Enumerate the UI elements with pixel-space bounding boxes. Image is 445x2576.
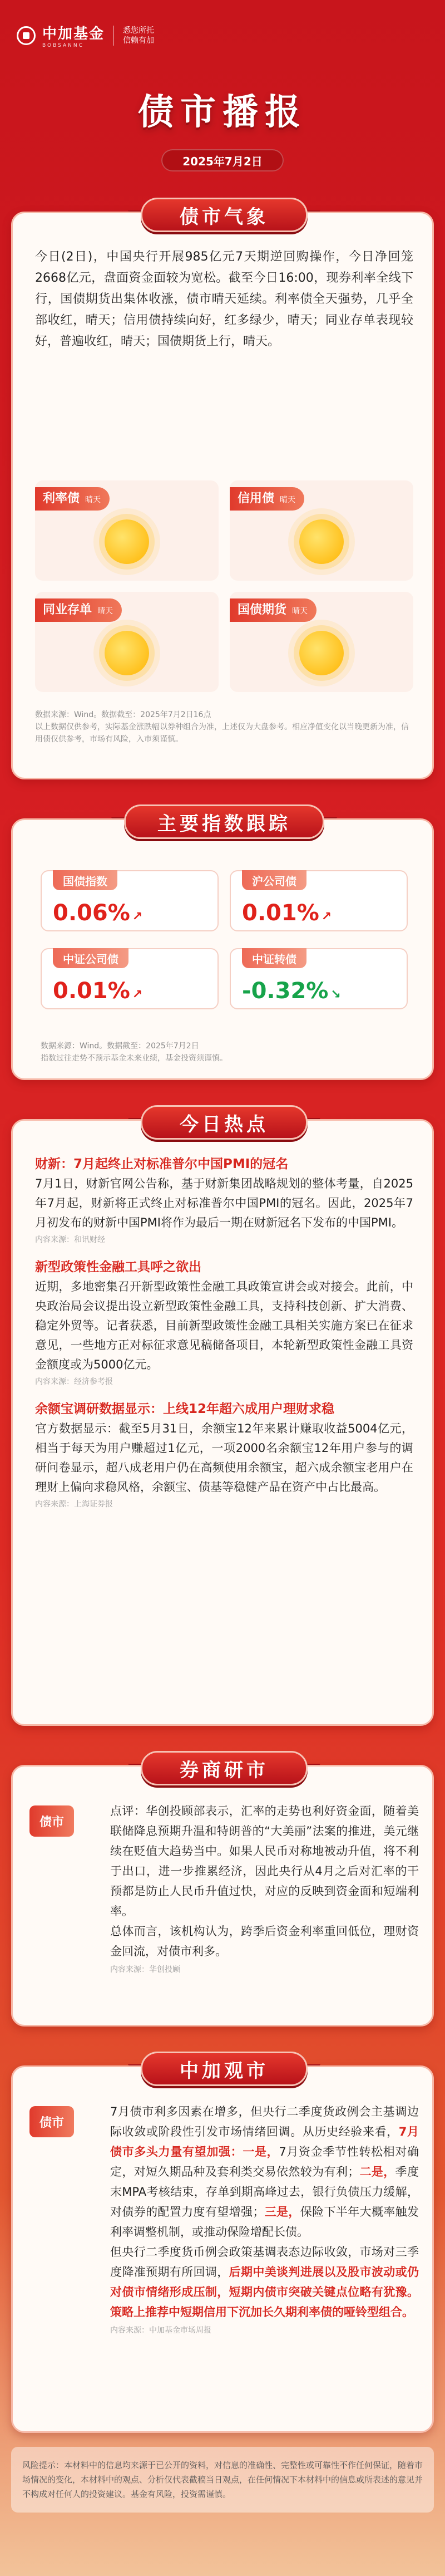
- index-value-text: 0.01%: [242, 900, 319, 926]
- weather-card: [11, 205, 434, 779]
- weather-tab: [230, 487, 304, 511]
- weather-tab: [35, 487, 110, 511]
- text-run: 7月债市利多因素在增多，但央行二季度货政例会主基调边际收敛或阶段性引发市场情绪回调。从历史经验来看，: [110, 2105, 419, 2138]
- index-name: 沪公司债: [242, 870, 306, 890]
- arrow-down-icon: ↘: [330, 988, 341, 1002]
- zhongjia-paragraph: [110, 2102, 419, 2242]
- news-source: 内容来源：华创投顾: [110, 1965, 180, 1974]
- text-run: 季度末MPA考核结束，存单到期高峰过去，银行负债压力缓解，对债券的配置力度有望增强；: [110, 2165, 419, 2219]
- index-grid: [41, 870, 408, 1009]
- slogan-line: 信赖有加: [123, 36, 155, 45]
- weather-tile-state: 晴天: [85, 495, 101, 504]
- disclaimer: 以上数据仅供参考，实际基金涨跌幅以券种组合为准，上述仅为大盘参考。相应净值变化以当晚更新为准，信用债仅供参考，市场有风险，入市须谨慎。: [35, 723, 409, 744]
- brand-logo: [17, 22, 154, 48]
- index-value-text: -0.32%: [242, 978, 329, 1004]
- weather-tile: [230, 480, 413, 581]
- weather-tile-state: 晴天: [280, 495, 296, 504]
- sun-icon: [299, 519, 344, 564]
- category-label: 债市: [29, 2106, 74, 2137]
- index-value: [53, 900, 142, 926]
- data-source: 数据来源：Wind。数据截至：2025年7月2日: [41, 1042, 199, 1051]
- weather-tile-state: 晴天: [292, 607, 308, 616]
- news-title: 新型政策性金融工具呼之欲出: [35, 1260, 201, 1274]
- sun-icon: [105, 631, 149, 675]
- date-badge: 2025年7月2日: [161, 149, 284, 171]
- weather-tile: [35, 592, 219, 692]
- weather-tile: [35, 480, 219, 581]
- index-name: 中证转债: [242, 948, 306, 968]
- index-name: 国债指数: [53, 870, 117, 890]
- text-run: 保险下半年大概率触发利率调整机制，或推动保险增配长债。: [110, 2205, 419, 2239]
- zhongjia-card: [11, 2059, 434, 2433]
- highlight-text: 后期中美谈判进展以及股市波动或仍对债市情绪形成压制，短期内债市突破关键点位略有犹豫。策略上推荐中短期信用下沉加长久期利率债的哑铃型组合。: [110, 2265, 419, 2319]
- logo-mark-icon: [17, 26, 36, 45]
- sun-icon: [299, 631, 344, 675]
- news-source: 内容来源：和讯财经: [35, 1235, 105, 1244]
- text-run: 7月资金季节性转松相对确定，对短久期品种及套利类交易依然较为有利；: [110, 2145, 419, 2178]
- index-tile: [41, 948, 219, 1009]
- news-title: 财新：7月起终止对标准普尔中国PMI的冠名: [35, 1157, 289, 1171]
- news-source: 内容来源：中加基金市场周报: [110, 2326, 211, 2335]
- section-heading: 主要指数跟踪: [124, 804, 324, 839]
- header: [0, 0, 445, 167]
- zhongjia-paragraph: [110, 2242, 419, 2322]
- news-source: 内容来源：经济参考报: [35, 1377, 113, 1386]
- index-tile: [230, 870, 408, 931]
- broker-paragraph: 总体而言，该机构认为，跨季后资金利率重回低位，理财资金回流，对债市利多。: [110, 1925, 419, 1958]
- news-body: 7月1日，财新官网公告称，基于财新集团战略规划的整体考量，自2025年7月起，财新将正式终止对标准普尔中国PMI的冠名。因此，2025年7月初发布的财新中国PMI将作为最后一期在财新冠名下发布的中国PMI。: [35, 1177, 413, 1229]
- weather-grid: [35, 480, 413, 692]
- index-name: 中证公司债: [53, 948, 128, 968]
- index-footnote: [41, 1040, 408, 1064]
- weather-footnote: [35, 709, 413, 745]
- broker-text: [110, 1801, 419, 1975]
- index-value: [53, 978, 142, 1004]
- index-value-text: 0.06%: [53, 900, 130, 926]
- weather-tile-name: 同业存单: [43, 603, 92, 617]
- section-heading: 券商研市: [141, 1751, 308, 1785]
- arrow-up-icon: ↗: [321, 910, 332, 924]
- news-source: 内容来源：上海证券报: [35, 1500, 113, 1509]
- risk-disclaimer: 风险提示：本材料中的信息均来源于已公开的资料，对信息的准确性、完整性或可靠性不作任何保证，随着市场情况的变化，本材料中的观点、分析仅代表截稿当日观点，在任何情况下本材料中的信息或所表述的意见并不构成对任何人的投资建议。基金有风险，投资需谨慎。: [11, 2447, 434, 2513]
- news-body: 近期，多地密集召开新型政策性金融工具政策宣讲会或对接会。此前，中央政治局会议提出设立新型政策性金融工具，支持科技创新、扩大消费、稳定外贸等。记者获悉，目前新型政策性金融工具相关实施方案已在征求意见，一些地方正对标征求意见稿储备项目，本轮新型政策性金融工具资金额度或为5000亿元。: [35, 1280, 413, 1371]
- weather-tile-state: 晴天: [97, 607, 113, 616]
- broker-card: [11, 1759, 434, 2027]
- highlight-text: 7月债市多头力量有望加强：一是，: [110, 2125, 419, 2158]
- page-title: 债市播报: [138, 92, 307, 133]
- weather-tile-name: 信用债: [238, 492, 275, 506]
- slogan: [123, 26, 154, 46]
- slogan-line: 悉您所托: [123, 26, 155, 35]
- highlight-text: 二是，: [359, 2165, 395, 2178]
- news-list: [35, 1154, 413, 1509]
- index-card: [11, 812, 434, 1080]
- logo-divider: [113, 26, 114, 46]
- weather-tile-name: 利率债: [43, 492, 80, 506]
- index-tile: [230, 948, 408, 1009]
- weather-tab: [35, 598, 122, 622]
- sun-icon: [105, 519, 149, 564]
- highlight-text: 三是，: [264, 2205, 300, 2219]
- text-run: 但央行二季度货币例会政策基调表态边际收敛，市场对三季度降准预期有所回调，: [110, 2245, 419, 2279]
- arrow-up-icon: ↗: [132, 988, 143, 1002]
- section-heading: 债市气象: [141, 198, 308, 232]
- logo-en: BOBSANNC: [42, 43, 84, 48]
- news-item: [35, 1399, 413, 1509]
- section-heading: 中加观市: [141, 2052, 308, 2086]
- logo-name: 中加基金: [42, 26, 105, 42]
- index-tile: [41, 870, 219, 931]
- weather-tile-name: 国债期货: [238, 603, 287, 617]
- news-item: [35, 1257, 413, 1387]
- index-value: [242, 978, 341, 1004]
- broker-paragraph: 点评：华创投顾部表示，汇率的走势也利好资金面，随着美联储降息预期升温和特朗普的“大美丽”法案的推进，美元继续在贬值大趋势当中。如果人民币对称地被动升值，将不利于出口，进一步推累经济，因此央行从4月之后对汇率的干预都是防止人民币升值过快，对应的反映到资金面和短端利率。: [110, 1804, 419, 1918]
- disclaimer: 指数过往走势不预示基金未来业绩，基金投资须谨慎。: [41, 1054, 228, 1063]
- section-heading: 今日热点: [141, 1105, 308, 1140]
- index-value: [242, 900, 332, 926]
- news-title: 余额宝调研数据显示：上线12年超六成用户理财求稳: [35, 1402, 335, 1416]
- weather-tab: [230, 598, 317, 622]
- weather-tile: [230, 592, 413, 692]
- index-value-text: 0.01%: [53, 978, 130, 1004]
- news-item: [35, 1154, 413, 1245]
- zhongjia-text: [110, 2102, 419, 2335]
- category-label: 债市: [29, 1805, 74, 1837]
- hot-news-card: [11, 1113, 434, 1726]
- weather-paragraph: 今日(2日)，中国央行开展985亿元7天期逆回购操作，今日净回笼2668亿元，盘面资金面较为宽松。截至今日16:00，现券利率全线下行，国债期货出集体收涨，债市晴天延续。利率债全天强势，几乎全部收红，晴天；信用债持续向好，红多绿少，晴天；同业存单表现较好，普遍收红，晴天；国债期货上行，晴天。: [35, 250, 413, 349]
- arrow-up-icon: ↗: [132, 910, 143, 924]
- news-body: 官方数据显示：截至5月31日，余额宝12年来累计赚取收益5004亿元，相当于每天为用户赚超过1亿元，一项2000名余额宝12年用户参与的调研问卷显示，超八成老用户仍在高频使用余额宝，超六成余额宝老用户在理财上偏向求稳风格，余额宝、债基等稳健产品在资产中占比最高。: [35, 1422, 413, 1494]
- data-source: 数据来源：Wind。数据截至：2025年7月2日16点: [35, 710, 211, 719]
